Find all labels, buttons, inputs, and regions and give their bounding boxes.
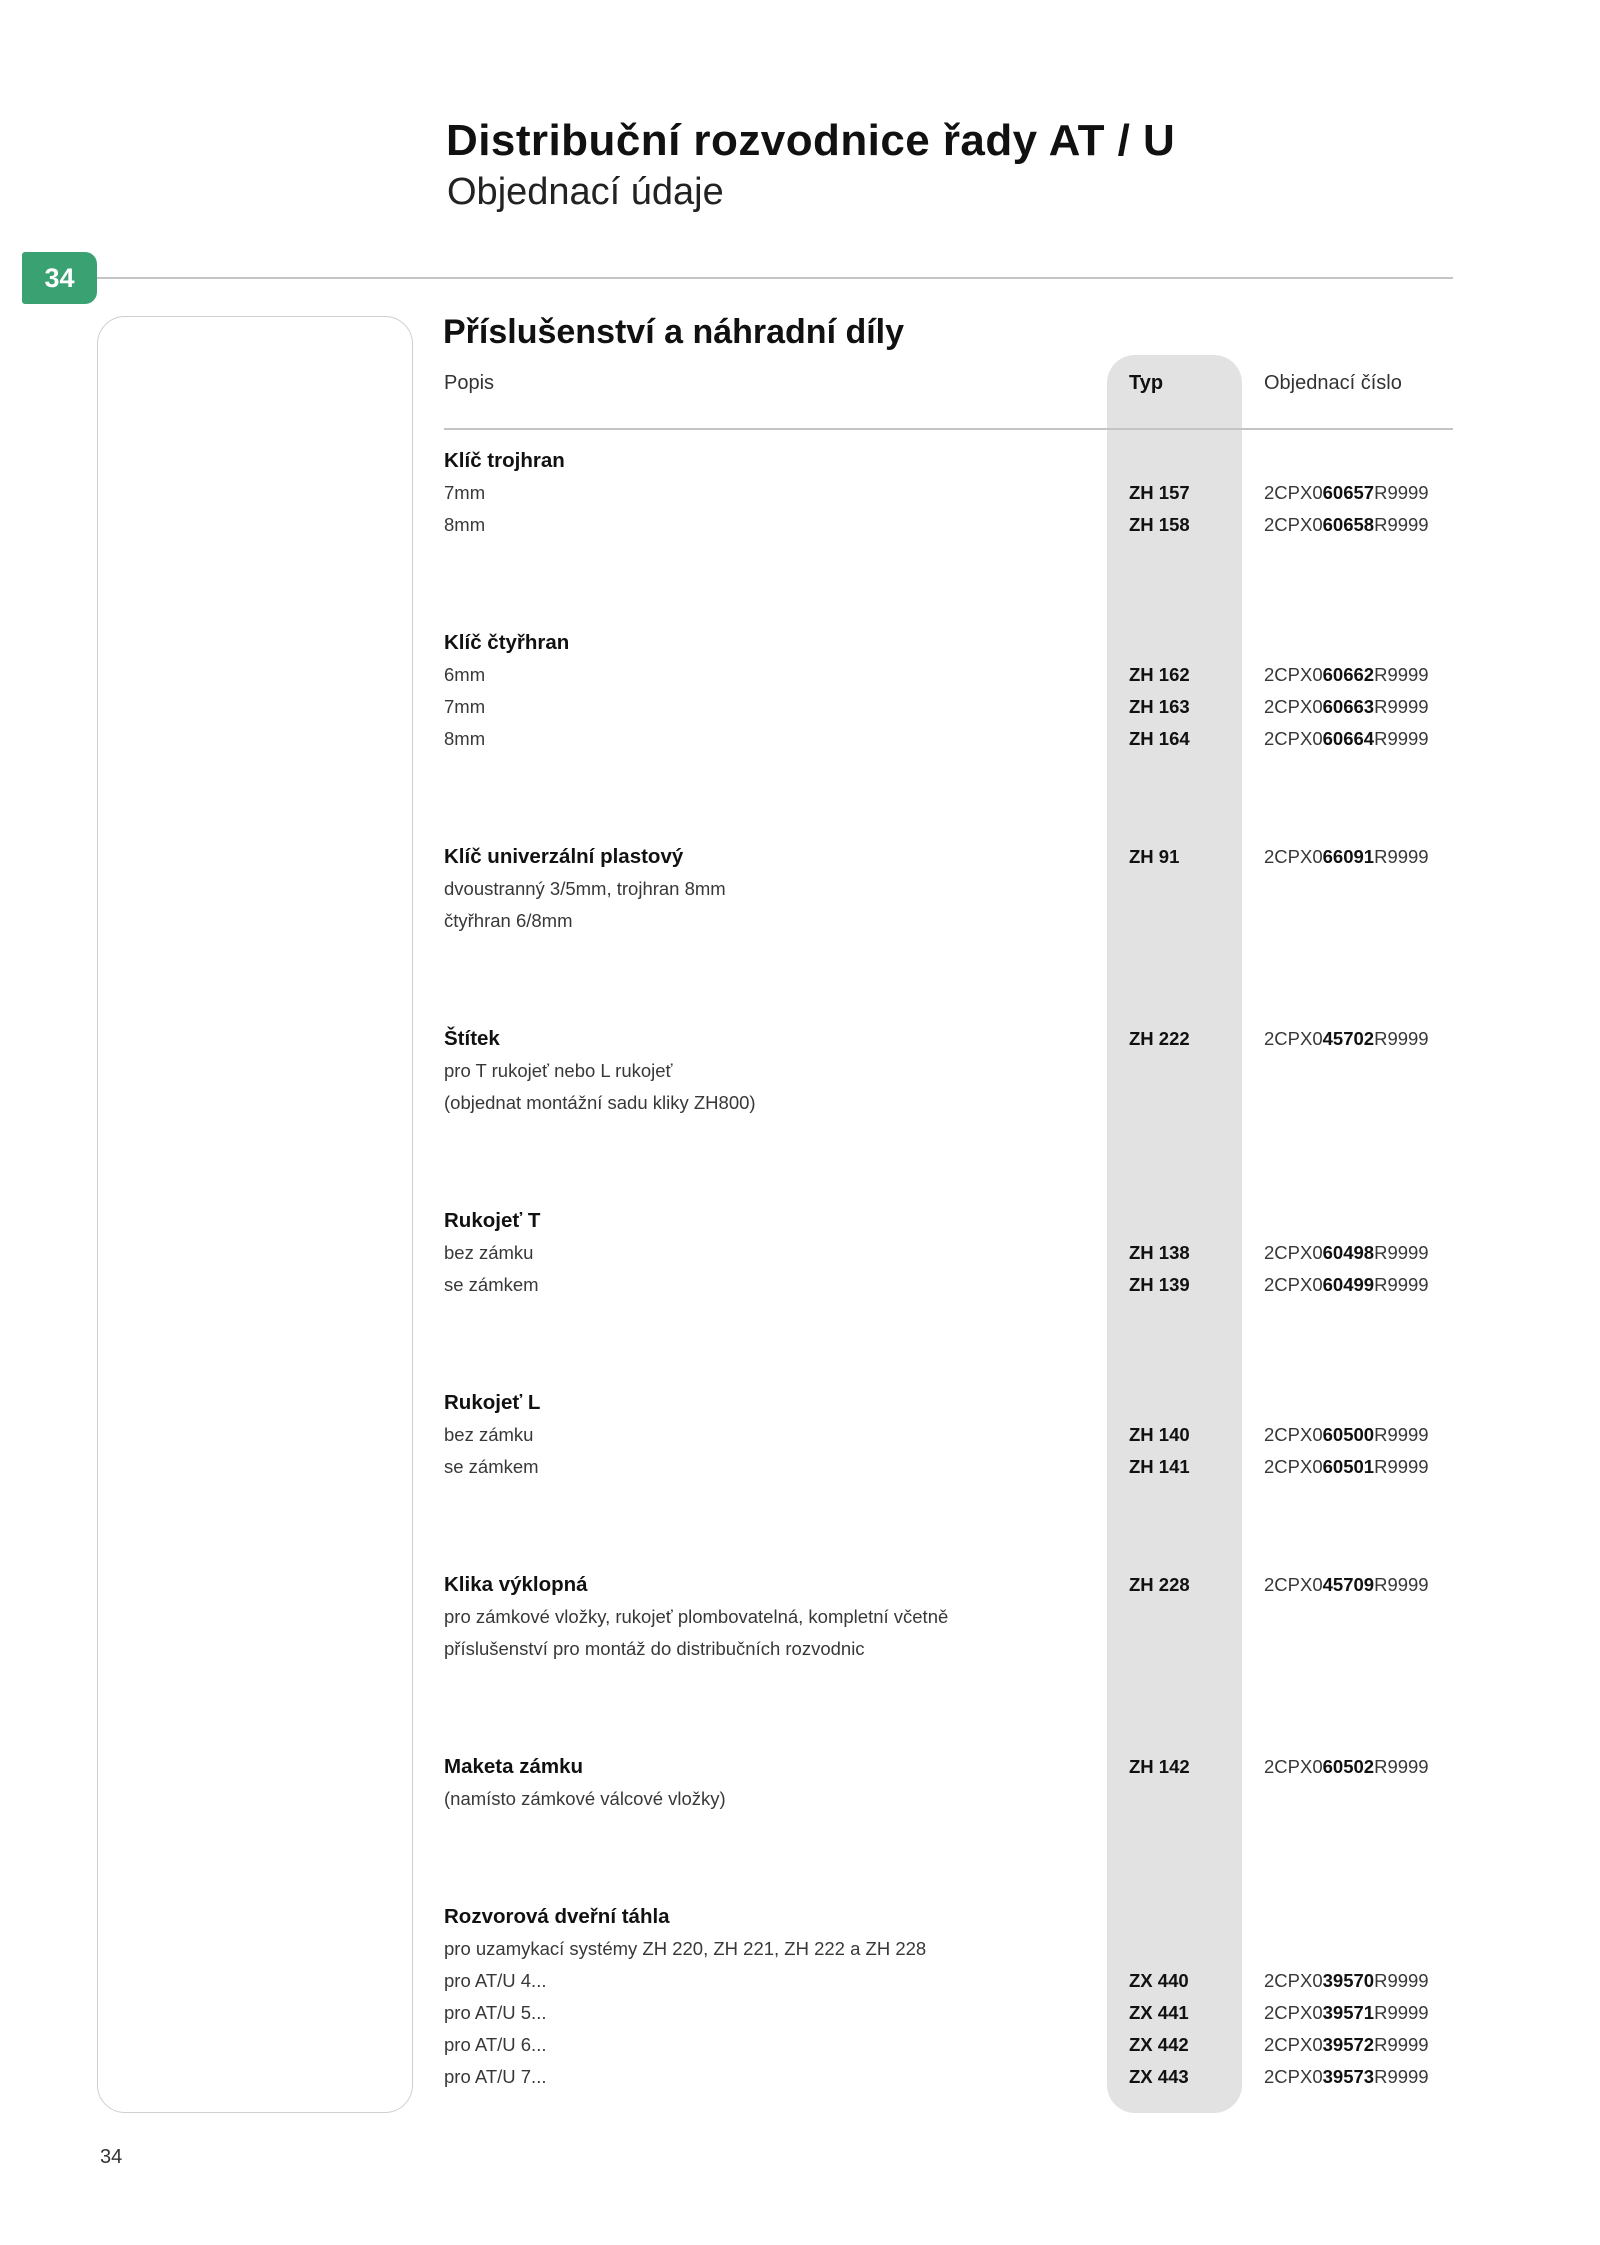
item-type-code: ZH 157 bbox=[1129, 482, 1190, 503]
item-description: pro AT/U 5... bbox=[444, 2002, 547, 2023]
order-prefix: 2CPX0 bbox=[1264, 1274, 1323, 1295]
item-description: se zámkem bbox=[444, 1274, 539, 1295]
item-type-code: ZH 139 bbox=[1129, 1274, 1190, 1295]
order-core: 60501 bbox=[1322, 1456, 1375, 1477]
group-title: Rukojeť L bbox=[444, 1391, 541, 1414]
item-group bbox=[444, 1569, 1453, 1665]
order-suffix: R9999 bbox=[1374, 1028, 1429, 1049]
order-core: 60502 bbox=[1322, 1756, 1375, 1777]
item-description: bez zámku bbox=[444, 1242, 534, 1263]
item-description: pro uzamykací systémy ZH 220, ZH 221, ZH 222 a ZH 228 bbox=[444, 1938, 927, 1959]
order-suffix: R9999 bbox=[1374, 514, 1429, 535]
table-row bbox=[444, 1269, 1453, 1301]
order-core: 39573 bbox=[1322, 2066, 1375, 2087]
order-prefix: 2CPX0 bbox=[1264, 728, 1323, 749]
page-number-badge: 34 bbox=[22, 252, 97, 304]
order-suffix: R9999 bbox=[1374, 1970, 1429, 1991]
group-title: Štítek bbox=[444, 1027, 500, 1050]
order-core: 39572 bbox=[1322, 2034, 1375, 2055]
section-heading: Příslušenství a náhradní díly bbox=[443, 313, 905, 351]
item-type-code: ZH 142 bbox=[1129, 1756, 1190, 1777]
order-prefix: 2CPX0 bbox=[1264, 514, 1323, 535]
order-prefix: 2CPX0 bbox=[1264, 1756, 1323, 1777]
order-prefix: 2CPX0 bbox=[1264, 696, 1323, 717]
group-title-row bbox=[444, 1569, 1453, 1601]
item-description: 7mm bbox=[444, 696, 486, 717]
item-type-code: ZH 222 bbox=[1129, 1028, 1190, 1049]
item-description: pro AT/U 7... bbox=[444, 2066, 547, 2087]
item-description: 7mm bbox=[444, 482, 486, 503]
order-suffix: R9999 bbox=[1374, 1456, 1429, 1477]
item-type-code: ZH 91 bbox=[1129, 846, 1180, 867]
table-row bbox=[444, 2061, 1453, 2093]
order-core: 39570 bbox=[1322, 1970, 1375, 1991]
order-prefix: 2CPX0 bbox=[1264, 2066, 1323, 2087]
order-prefix: 2CPX0 bbox=[1264, 1574, 1323, 1595]
item-description: čtyřhran 6/8mm bbox=[444, 910, 573, 931]
table-row bbox=[444, 1087, 1453, 1119]
order-prefix: 2CPX0 bbox=[1264, 1970, 1323, 1991]
accessories-table bbox=[444, 445, 1453, 2179]
item-description: pro AT/U 4... bbox=[444, 1970, 547, 1991]
item-order-number bbox=[1264, 1751, 1429, 1783]
order-core: 60498 bbox=[1322, 1242, 1375, 1263]
item-order-number bbox=[1264, 477, 1429, 509]
group-title: Klika výklopná bbox=[444, 1573, 588, 1596]
order-core: 66091 bbox=[1322, 846, 1375, 867]
table-row bbox=[444, 1633, 1453, 1665]
item-type-code: ZH 138 bbox=[1129, 1242, 1190, 1263]
order-prefix: 2CPX0 bbox=[1264, 1456, 1323, 1477]
order-core: 60500 bbox=[1322, 1424, 1375, 1445]
item-order-number bbox=[1264, 1419, 1429, 1451]
item-type-code: ZH 228 bbox=[1129, 1574, 1190, 1595]
table-row bbox=[444, 509, 1453, 541]
group-title-row bbox=[444, 841, 1453, 873]
top-divider bbox=[97, 277, 1453, 279]
order-core: 60657 bbox=[1322, 482, 1375, 503]
order-core: 60662 bbox=[1322, 664, 1375, 685]
item-type-code: ZH 164 bbox=[1129, 728, 1190, 749]
table-row bbox=[444, 477, 1453, 509]
order-suffix: R9999 bbox=[1374, 2066, 1429, 2087]
order-suffix: R9999 bbox=[1374, 728, 1429, 749]
item-type-code: ZH 141 bbox=[1129, 1456, 1190, 1477]
order-core: 45702 bbox=[1322, 1028, 1375, 1049]
order-prefix: 2CPX0 bbox=[1264, 482, 1323, 503]
item-group bbox=[444, 1387, 1453, 1483]
item-group bbox=[444, 1205, 1453, 1301]
group-title-row bbox=[444, 1751, 1453, 1783]
item-description: 6mm bbox=[444, 664, 486, 685]
group-title-row bbox=[444, 445, 1453, 477]
item-description: pro T rukojeť nebo L rukojeť bbox=[444, 1060, 673, 1081]
order-prefix: 2CPX0 bbox=[1264, 2002, 1323, 2023]
order-suffix: R9999 bbox=[1374, 2002, 1429, 2023]
table-row bbox=[444, 1997, 1453, 2029]
order-core: 60499 bbox=[1322, 1274, 1375, 1295]
item-type-code: ZX 440 bbox=[1129, 1970, 1189, 1991]
item-type-code: ZH 158 bbox=[1129, 514, 1190, 535]
item-group bbox=[444, 1751, 1453, 1815]
order-core: 60664 bbox=[1322, 728, 1375, 749]
order-suffix: R9999 bbox=[1374, 664, 1429, 685]
item-description: pro zámkové vložky, rukojeť plombovatelná, kompletní včetně bbox=[444, 1606, 949, 1627]
item-group bbox=[444, 1901, 1453, 2093]
item-order-number bbox=[1264, 509, 1429, 541]
order-prefix: 2CPX0 bbox=[1264, 1028, 1323, 1049]
item-order-number bbox=[1264, 2061, 1429, 2093]
order-suffix: R9999 bbox=[1374, 2034, 1429, 2055]
item-order-number bbox=[1264, 841, 1429, 873]
table-row bbox=[444, 1055, 1453, 1087]
order-core: 45709 bbox=[1322, 1574, 1375, 1595]
item-description: 8mm bbox=[444, 728, 486, 749]
table-row bbox=[444, 1601, 1453, 1633]
order-suffix: R9999 bbox=[1374, 1574, 1429, 1595]
item-group bbox=[444, 445, 1453, 541]
table-row bbox=[444, 2029, 1453, 2061]
table-row bbox=[444, 1237, 1453, 1269]
group-title: Maketa zámku bbox=[444, 1755, 584, 1778]
footer-page-number: 34 bbox=[100, 2146, 123, 2168]
item-type-code: ZX 442 bbox=[1129, 2034, 1189, 2055]
table-row bbox=[444, 659, 1453, 691]
table-row bbox=[444, 1965, 1453, 1997]
item-order-number bbox=[1264, 691, 1429, 723]
page-title: Distribuční rozvodnice řady AT / U bbox=[446, 116, 1176, 165]
table-row bbox=[444, 1451, 1453, 1483]
item-type-code: ZH 140 bbox=[1129, 1424, 1190, 1445]
table-row bbox=[444, 1783, 1453, 1815]
group-title-row bbox=[444, 1023, 1453, 1055]
item-group bbox=[444, 1023, 1453, 1119]
group-title-row bbox=[444, 1387, 1453, 1419]
order-prefix: 2CPX0 bbox=[1264, 1424, 1323, 1445]
table-header bbox=[444, 369, 1453, 397]
column-header-type: Typ bbox=[1129, 372, 1164, 394]
order-suffix: R9999 bbox=[1374, 1242, 1429, 1263]
item-description: se zámkem bbox=[444, 1456, 539, 1477]
group-title: Klíč trojhran bbox=[444, 449, 565, 472]
item-order-number bbox=[1264, 1269, 1429, 1301]
item-description: (objednat montážní sadu kliky ZH800) bbox=[444, 1092, 756, 1113]
order-suffix: R9999 bbox=[1374, 1756, 1429, 1777]
order-prefix: 2CPX0 bbox=[1264, 846, 1323, 867]
item-group bbox=[444, 627, 1453, 755]
item-description: 8mm bbox=[444, 514, 486, 535]
order-suffix: R9999 bbox=[1374, 482, 1429, 503]
group-title-row bbox=[444, 627, 1453, 659]
item-order-number bbox=[1264, 1997, 1429, 2029]
page-subtitle: Objednací údaje bbox=[447, 171, 724, 213]
item-order-number bbox=[1264, 1569, 1429, 1601]
item-type-code: ZX 443 bbox=[1129, 2066, 1189, 2087]
order-prefix: 2CPX0 bbox=[1264, 1242, 1323, 1263]
table-row bbox=[444, 1419, 1453, 1451]
item-description: (namísto zámkové válcové vložky) bbox=[444, 1788, 726, 1809]
order-suffix: R9999 bbox=[1374, 1424, 1429, 1445]
order-prefix: 2CPX0 bbox=[1264, 2034, 1323, 2055]
column-header-order-number: Objednací číslo bbox=[1264, 372, 1402, 394]
table-row bbox=[444, 873, 1453, 905]
order-suffix: R9999 bbox=[1374, 696, 1429, 717]
item-description: dvoustranný 3/5mm, trojhran 8mm bbox=[444, 878, 726, 899]
group-title: Rukojeť T bbox=[444, 1209, 541, 1232]
item-order-number bbox=[1264, 1965, 1429, 1997]
column-header-description: Popis bbox=[444, 372, 495, 394]
order-prefix: 2CPX0 bbox=[1264, 664, 1323, 685]
order-core: 60663 bbox=[1322, 696, 1375, 717]
side-image-frame bbox=[97, 316, 413, 2113]
table-row bbox=[444, 691, 1453, 723]
group-title: Klíč univerzální plastový bbox=[444, 845, 684, 868]
item-order-number bbox=[1264, 1237, 1429, 1269]
table-row bbox=[444, 1933, 1453, 1965]
item-order-number bbox=[1264, 723, 1429, 755]
group-title: Klíč čtyřhran bbox=[444, 631, 570, 654]
item-order-number bbox=[1264, 1023, 1429, 1055]
item-order-number bbox=[1264, 2029, 1429, 2061]
header-divider bbox=[444, 428, 1453, 430]
item-description: příslušenství pro montáž do distribučních rozvodnic bbox=[444, 1638, 865, 1659]
item-description: pro AT/U 6... bbox=[444, 2034, 547, 2055]
table-row bbox=[444, 905, 1453, 937]
item-type-code: ZH 162 bbox=[1129, 664, 1190, 685]
order-core: 39571 bbox=[1322, 2002, 1375, 2023]
group-title: Rozvorová dveřní táhla bbox=[444, 1905, 670, 1928]
order-suffix: R9999 bbox=[1374, 846, 1429, 867]
item-type-code: ZX 441 bbox=[1129, 2002, 1189, 2023]
table-row bbox=[444, 723, 1453, 755]
order-core: 60658 bbox=[1322, 514, 1375, 535]
item-order-number bbox=[1264, 1451, 1429, 1483]
group-title-row bbox=[444, 1205, 1453, 1237]
group-title-row bbox=[444, 1901, 1453, 1933]
item-description: bez zámku bbox=[444, 1424, 534, 1445]
order-suffix: R9999 bbox=[1374, 1274, 1429, 1295]
item-order-number bbox=[1264, 659, 1429, 691]
item-type-code: ZH 163 bbox=[1129, 696, 1190, 717]
item-group bbox=[444, 841, 1453, 937]
